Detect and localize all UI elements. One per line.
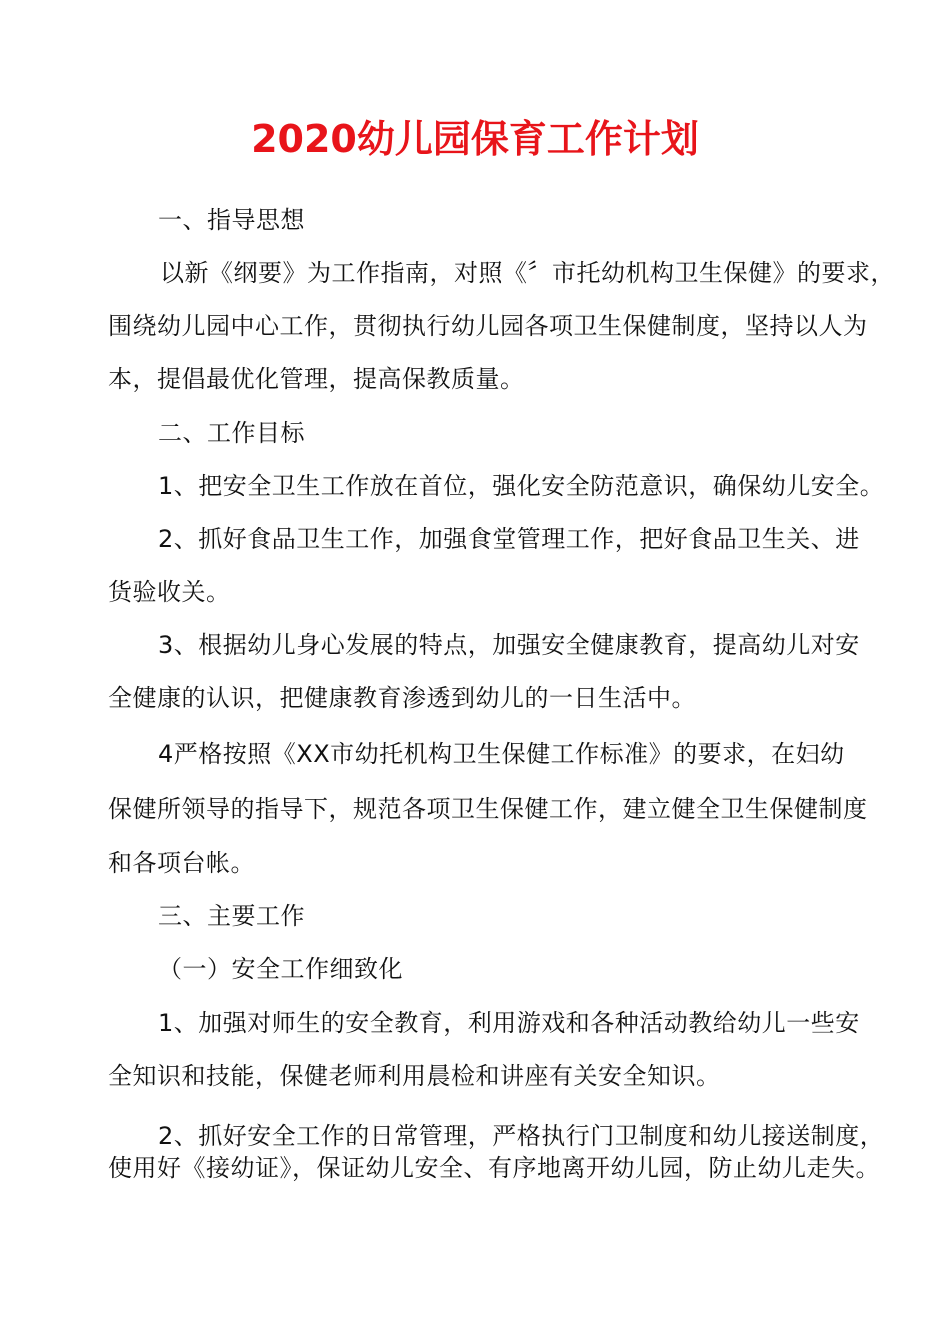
paragraph-line: 全健康的认识，把健康教育渗透到幼儿的一日生活中。 [108, 684, 696, 712]
document-title: 2020幼儿园保育工作计划 [251, 117, 699, 161]
paragraph-line: 围绕幼儿园中心工作，贯彻执行幼儿园各项卫生保健制度，坚持以人为 [108, 312, 868, 340]
paragraph-line: 以新《纲要》为工作指南，对照《〞市托幼机构卫生保健》的要求， [160, 259, 895, 287]
subsection-heading-safety: （一）安全工作细致化 [158, 955, 403, 983]
paragraph-line: 2、抓好食品卫生工作，加强食堂管理工作，把好食品卫生关、进 [158, 525, 860, 553]
paragraph-line: 使用好《接幼证》，保证幼儿安全、有序地离开幼儿园，防止幼儿走失。 [108, 1154, 880, 1182]
paragraph-line: 3、根据幼儿身心发展的特点，加强安全健康教育，提高幼儿对安 [158, 631, 860, 659]
section-heading-goals: 二、工作目标 [158, 419, 305, 447]
paragraph-line: 全知识和技能，保健老师利用晨检和讲座有关安全知识。 [108, 1062, 721, 1090]
section-heading-guiding-idea: 一、指导思想 [158, 206, 305, 234]
paragraph-line: 2、抓好安全工作的日常管理，严格执行门卫制度和幼儿接送制度， [158, 1122, 885, 1150]
paragraph-line: 1、把安全卫生工作放在首位，强化安全防范意识，确保幼儿安全。 [158, 472, 885, 500]
paragraph-line: 4严格按照《XX市幼托机构卫生保健工作标准》的要求，在妇幼 [158, 740, 845, 768]
section-heading-main-work: 三、主要工作 [158, 902, 305, 930]
paragraph-line: 货验收关。 [108, 578, 231, 606]
paragraph-line: 本，提倡最优化管理，提高保教质量。 [108, 365, 525, 393]
paragraph-line: 和各项台帐。 [108, 849, 255, 877]
paragraph-line: 1、加强对师生的安全教育，利用游戏和各种活动教给幼儿一些安 [158, 1009, 860, 1037]
paragraph-line: 保健所领导的指导下，规范各项卫生保健工作，建立健全卫生保健制度 [108, 795, 868, 823]
